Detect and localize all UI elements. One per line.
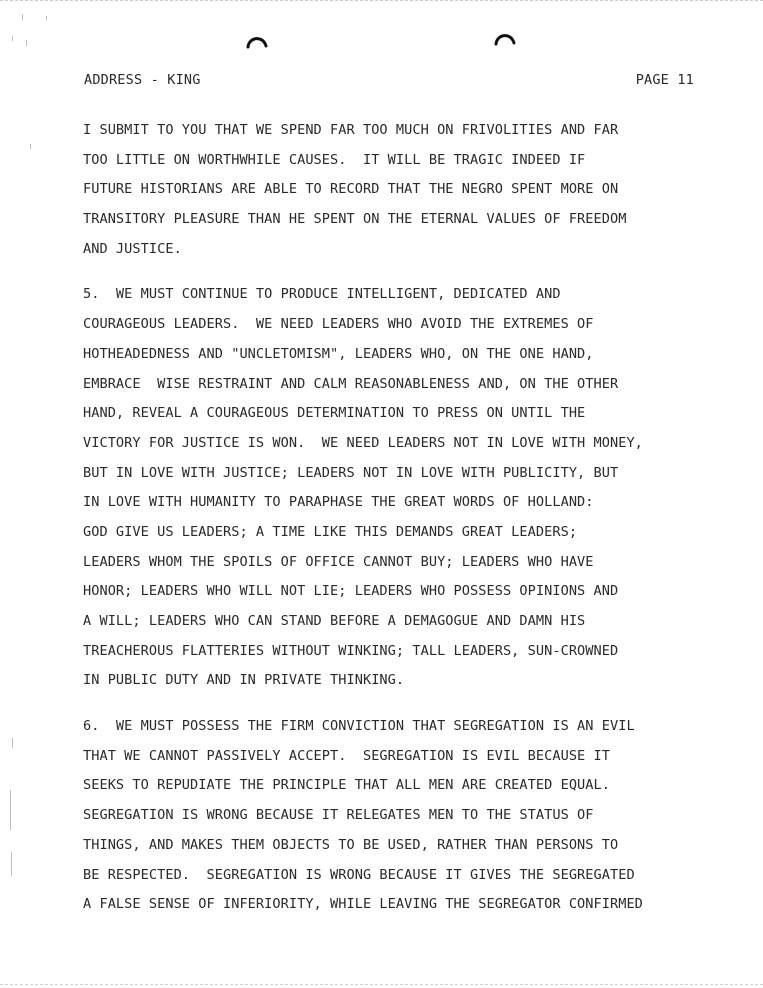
- text-line: HONOR; LEADERS WHO WILL NOT LIE; LEADERS WHO POSSESS OPINIONS AND: [83, 583, 619, 600]
- text-line: I SUBMIT TO YOU THAT WE SPEND FAR TOO MUCH ON FRIVOLITIES AND FAR: [83, 122, 619, 138]
- scan-speck: [46, 16, 47, 20]
- text-line: THINGS, AND MAKES THEM OBJECTS TO BE USED, RATHER THAN PERSONS TO: [83, 836, 619, 853]
- paragraph: [83, 116, 723, 264]
- top-edge-dashes: [0, 0, 763, 5]
- scan-speck: [10, 790, 11, 830]
- punch-mark-left: [246, 33, 268, 49]
- text-line: 5. WE MUST CONTINUE TO PRODUCE INTELLIGENT, DEDICATED AND: [83, 286, 561, 303]
- text-line: GOD GIVE US LEADERS; A TIME LIKE THIS DEMANDS GREAT LEADERS;: [83, 523, 578, 540]
- paragraph: [83, 712, 723, 920]
- text-line: SEEKS TO REPUDIATE THE PRINCIPLE THAT ALL MEN ARE CREATED EQUAL.: [83, 777, 610, 794]
- text-line: VICTORY FOR JUSTICE IS WON. WE NEED LEADERS NOT IN LOVE WITH MONEY,: [83, 434, 643, 451]
- text-line: AND JUSTICE.: [83, 240, 182, 257]
- scan-speck: [26, 40, 27, 46]
- scan-speck: [30, 144, 31, 149]
- text-line: BUT IN LOVE WITH JUSTICE; LEADERS NOT IN LOVE WITH PUBLICITY, BUT: [83, 464, 619, 481]
- text-line: SEGREGATION IS WRONG BECAUSE IT RELEGATES MEN TO THE STATUS OF: [83, 807, 594, 824]
- text-line: IN PUBLIC DUTY AND IN PRIVATE THINKING.: [83, 672, 405, 689]
- text-line: 6. WE MUST POSSESS THE FIRM CONVICTION THAT SEGREGATION IS AN EVIL: [83, 718, 635, 735]
- paragraph: [83, 280, 723, 696]
- text-line: COURAGEOUS LEADERS. WE NEED LEADERS WHO AVOID THE EXTREMES OF: [83, 316, 594, 333]
- text-line: TREACHEROUS FLATTERIES WITHOUT WINKING; TALL LEADERS, SUN-CROWNED: [83, 642, 619, 659]
- scan-speck: [12, 36, 13, 41]
- text-line: THAT WE CANNOT PASSIVELY ACCEPT. SEGREGATION IS EVIL BECAUSE IT: [83, 747, 610, 764]
- text-line: HOTHEADEDNESS AND "UNCLETOMISM", LEADERS WHO, ON THE ONE HAND,: [83, 345, 594, 362]
- text-line: BE RESPECTED. SEGREGATION IS WRONG BECAUSE IT GIVES THE SEGREGATED: [83, 866, 635, 883]
- text-line: A FALSE SENSE OF INFERIORITY, WHILE LEAVING THE SEGREGATOR CONFIRMED: [83, 896, 643, 913]
- text-line: TRANSITORY PLEASURE THAN HE SPENT ON THE ETERNAL VALUES OF FREEDOM: [83, 211, 627, 228]
- document-title: ADDRESS - KING: [84, 72, 201, 88]
- text-line: EMBRACE WISE RESTRAINT AND CALM REASONABLENESS AND, ON THE OTHER: [83, 375, 619, 392]
- document-body: [83, 116, 723, 920]
- scan-speck: [12, 738, 13, 748]
- punch-mark-right: [494, 30, 516, 46]
- scan-speck: [11, 852, 12, 876]
- text-line: HAND, REVEAL A COURAGEOUS DETERMINATION TO PRESS ON UNTIL THE: [83, 405, 586, 422]
- bottom-edge-dashes: [0, 984, 763, 988]
- scan-speck: [22, 14, 23, 20]
- page-number: PAGE 11: [635, 72, 694, 88]
- text-line: IN LOVE WITH HUMANITY TO PARAPHASE THE GREAT WORDS OF HOLLAND:: [83, 494, 594, 511]
- text-line: FUTURE HISTORIANS ARE ABLE TO RECORD THAT THE NEGRO SPENT MORE ON: [83, 181, 619, 198]
- text-line: LEADERS WHOM THE SPOILS OF OFFICE CANNOT BUY; LEADERS WHO HAVE: [83, 553, 594, 570]
- page-header: [84, 72, 694, 92]
- text-line: A WILL; LEADERS WHO CAN STAND BEFORE A DEMAGOGUE AND DAMN HIS: [83, 613, 586, 629]
- text-line: TOO LITTLE ON WORTHWHILE CAUSES. IT WILL BE TRAGIC INDEED IF: [83, 151, 586, 168]
